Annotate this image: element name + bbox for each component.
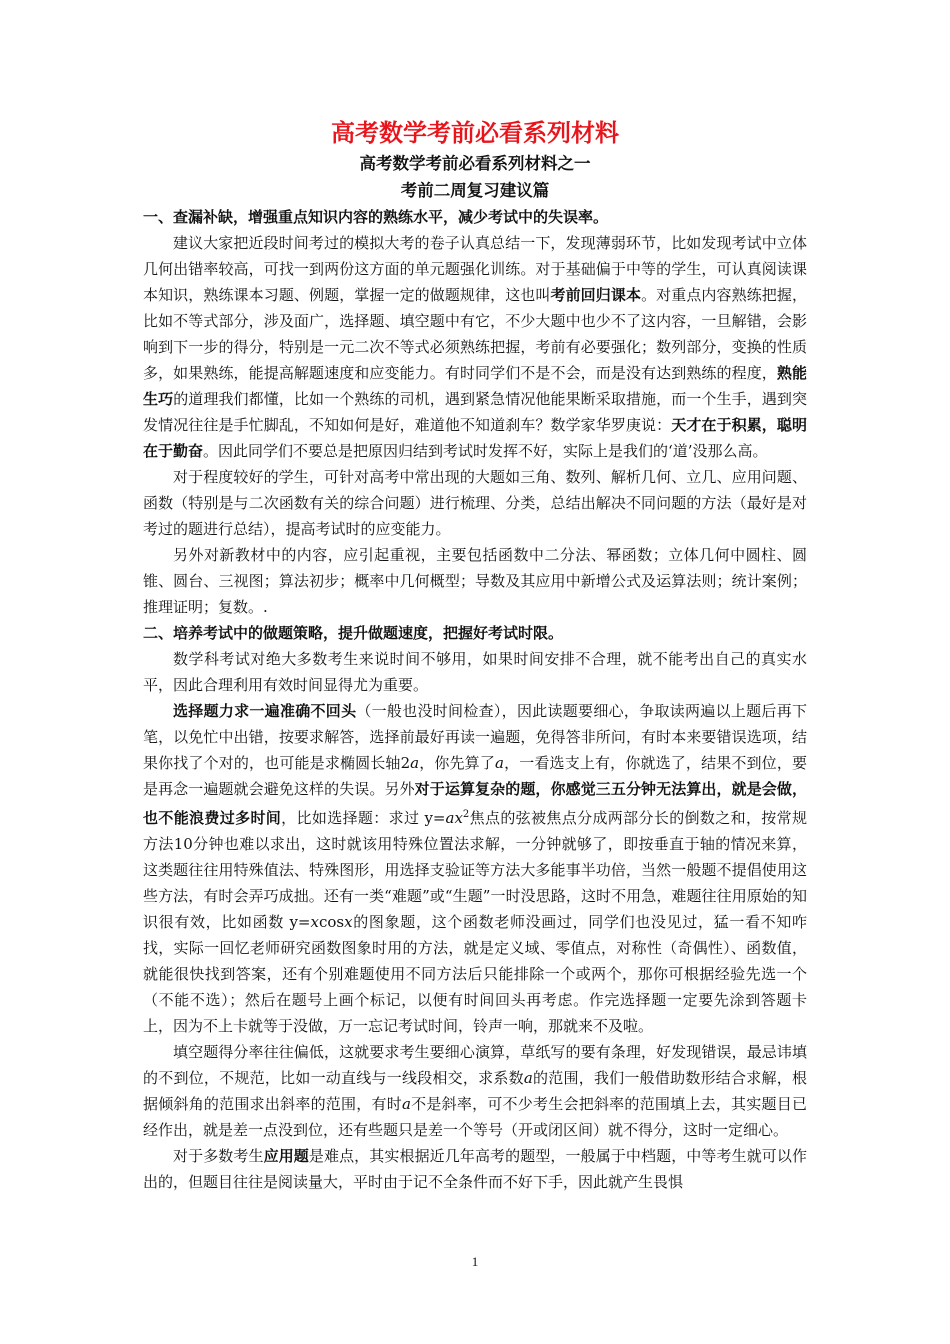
section-2-heading: 二、培养考试中的做题策略，提升做题速度，把握好考试时限。	[143, 624, 564, 642]
section-1-paragraph-1: 建议大家把近段时间考过的模拟大考的卷子认真总结一下，发现薄弱环节，比如发现考试中立体几何出错率较高，可找一到两份这方面的单元题强化训练。对于基础偏于中等的学生，可认真阅读课本知识，熟练课本习题、例题，掌握一定的做题规律，这也叫考前回归课本。对重点内容熟练把握，比如不等式部分，涉及面广，选择题、填空题中有它，不少大题中也少不了这内容，一旦解错，会影响到下一步的得分，特别是一元二次不等式必须熟练把握，考前有必要强化；数列部分，变换的性质多，如果熟练，能提高解题速度和应变能力。有时同学们不是不会，而是没有达到熟练的程度，熟能生巧的道理我们都懂，比如一个熟练的司机，遇到紧急情况他能果断采取措施，而一个生手，遇到突发情况往往是手忙脚乱，不知如何是好，难道他不知道刹车？数学家华罗庚说：天才在于积累，聪明在于勤奋。因此同学们不要总是把原因归结到考试时发挥不好，实际上是我们的‘道’没那么高。	[143, 234, 807, 460]
section-1-heading: 一、查漏补缺，增强重点知识内容的熟练水平，减少考试中的失误率。	[143, 208, 609, 226]
document-subtitle: 高考数学考前必看系列材料之一	[359, 154, 591, 173]
page-number: 1	[471, 1254, 479, 1269]
section-2-paragraph-1: 数学科考试对绝大多数考生来说时间不够用，如果时间安排不合理，就不能考出自己的真实水平，因此合理利用有效时间显得尤为重要。	[143, 650, 807, 694]
section-1-paragraph-3: 另外对新教材中的内容，应引起重视，主要包括函数中二分法、幂函数；立体几何中圆柱、圆锥、圆台、三视图；算法初步；概率中几何概型；导数及其应用中新增公式及运算法则；统计案例；推理证明；复数。.	[143, 546, 807, 616]
section-2-paragraph-4: 对于多数考生应用题是难点，其实根据近几年高考的题型，一般属于中档题，中等考生就可以作出的，但题目往往是阅读量大，平时由于记不全条件而不好下手，因此就产生畏惧	[143, 1147, 807, 1191]
section-1-paragraph-2: 对于程度较好的学生，可针对高考中常出现的大题如三角、数列、解析几何、立几、应用问题、函数（特别是与二次函数有关的综合问题）进行梳理、分类，总结出解决不同问题的方法（最好是对考过的题进行总结），提高考试时的应变能力。	[143, 468, 807, 538]
section-2-paragraph-2: 选择题力求一遍准确不回头（一般也没时间检查），因此读题要细心，争取读两遍以上题后再下笔，以免忙中出错，按要求解答，选择前最好再读一遍题，免得答非所问，有时本来要错误选项，结果你找了个对的，也可能是求椭圆长轴2a，你先算了a，一看选支上有，你就选了，结果不到位，要是再念一遍题就会避免这样的失误。另外对于运算复杂的题，你感觉三五分钟无法算出，就是会做，也不能浪费过多时间，比如选择题：求过 $y=ax^2$焦点的弦被焦点分成两部分长的倒数之和，按常规方法10分钟也难以求出，这时就该用特殊位置法求解，一分钟就够了，即按垂直于轴的情况来算，这类题往往用特殊值法、特殊图形，用选择支验证等方法大多能事半功倍，当然一般题不提倡使用这些方法，有时会弄巧成拙。还有一类“难题”或“生题”一时没思路，这时不用急，难题往往用原始的知识很有效，比如函数 y=xcosx的图象题，这个函数老师没画过，同学们也没见过，猛一看不知咋找，实际一回忆老师研究函数图象时用的方法，就是定义域、零值点，对称性（奇偶性）、函数值，就能很快找到答案，还有个别难题使用不同方法后只能排除一个或两个，那你可根据经验先选一个（不能不选）；然后在题号上画个标记，以便有时间回头再考虑。作完选择题一定要先涂到答题卡上，因为不上卡就等于没做，万一忘记考试时间，铃声一响，那就来不及啦。	[143, 702, 807, 1035]
document-title: 高考数学考前必看系列材料	[331, 118, 619, 147]
document-subtitle-2: 考前二周复习建议篇	[400, 181, 550, 200]
document-body	[143, 116, 807, 1195]
section-2-paragraph-3: 填空题得分率往往偏低，这就要求考生要细心演算，草纸写的要有条理，好发现错误，最忌讳填的不到位，不规范，比如一动直线与一线段相交，求系数a的范围，我们一般借助数形结合求解，根据倾斜角的范围求出斜率的范围，有时a不是斜率，可不少考生会把斜率的范围填上去，其实题目已经作出，就是差一点没到位，还有些题只是差一个等号（开或闭区间）就不得分，这时一定细心。	[143, 1043, 807, 1139]
